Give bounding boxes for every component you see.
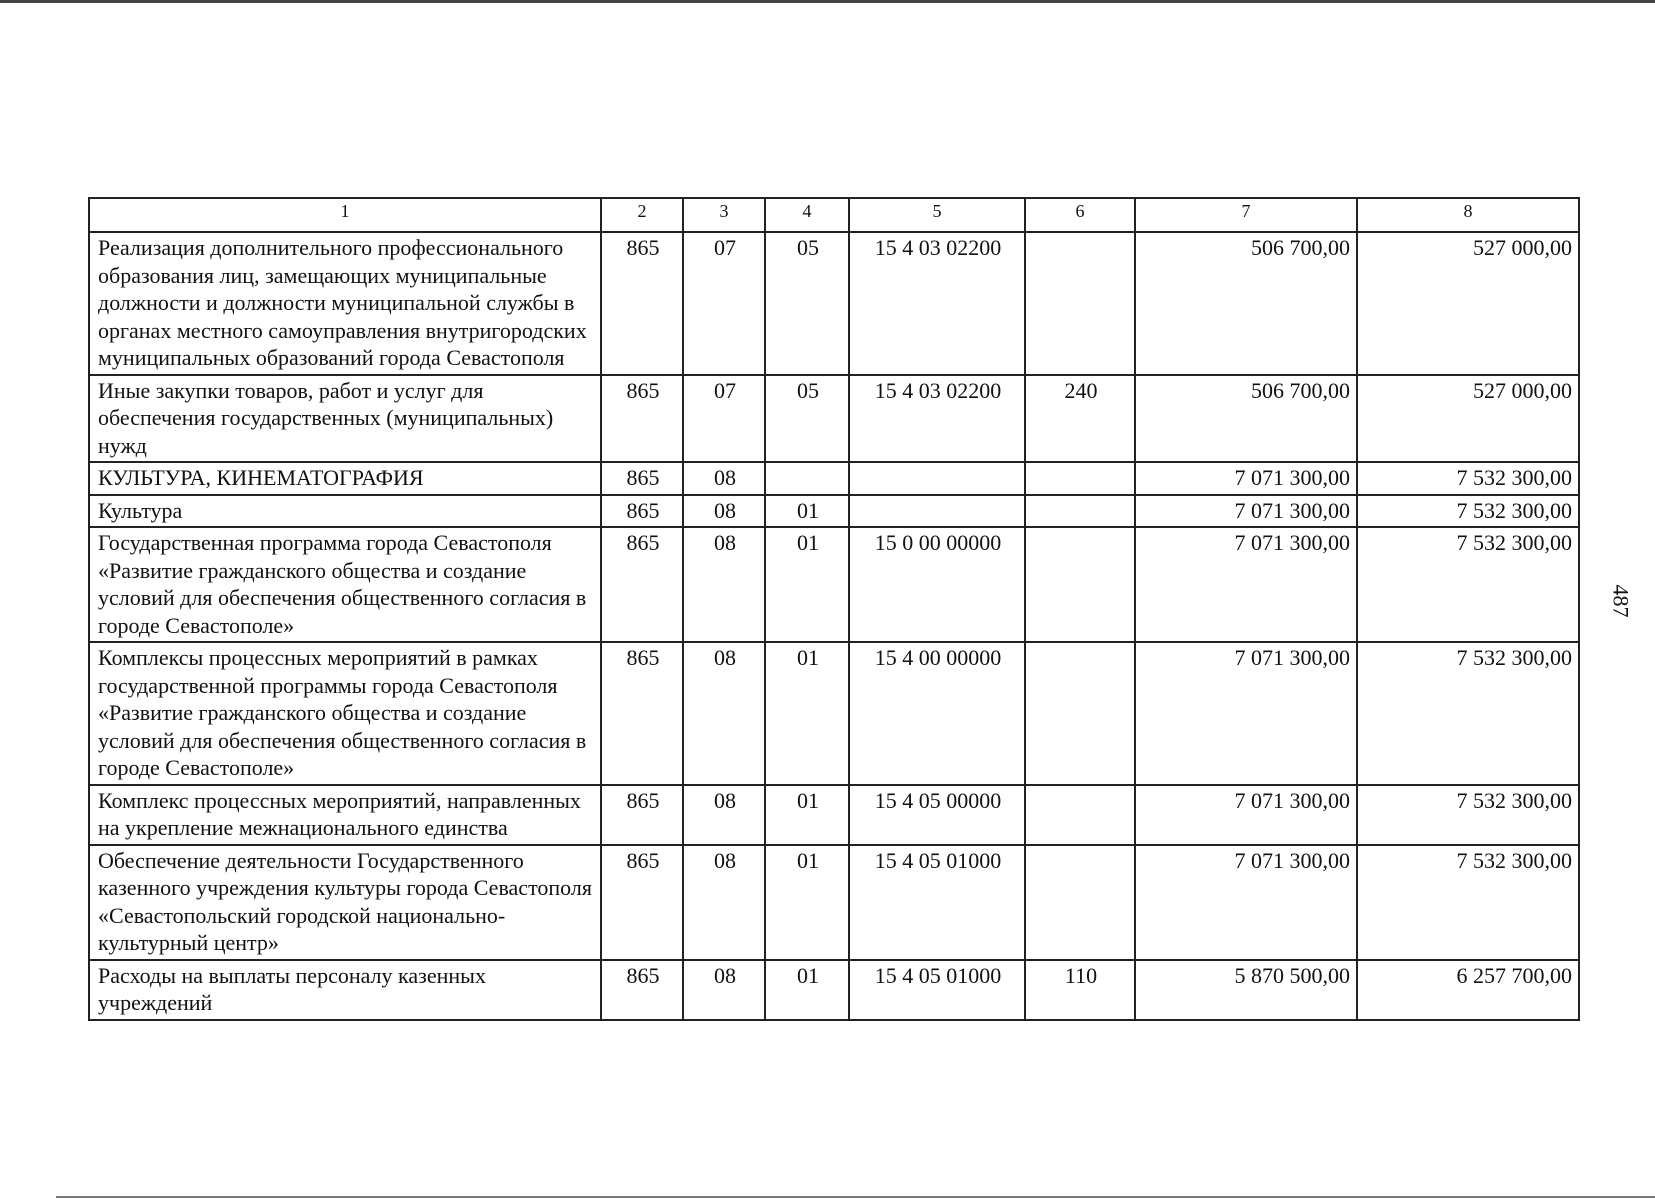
header-cell-4: 4 — [765, 198, 849, 232]
amount-col7-cell: 7 071 300,00 — [1135, 495, 1357, 528]
subsection-code-cell: 01 — [765, 785, 849, 845]
section-code-cell: 08 — [683, 462, 765, 495]
amount-col8-cell: 7 532 300,00 — [1357, 785, 1579, 845]
agency-code-cell: 865 — [601, 462, 683, 495]
expense-type-cell: 240 — [1025, 375, 1135, 463]
expense-type-cell — [1025, 845, 1135, 960]
budget-table — [88, 197, 1580, 1021]
expense-type-cell — [1025, 785, 1135, 845]
header-cell-3: 3 — [683, 198, 765, 232]
amount-col7-cell: 506 700,00 — [1135, 375, 1357, 463]
target-article-cell — [849, 495, 1025, 528]
amount-col7-cell: 7 071 300,00 — [1135, 845, 1357, 960]
item-name-cell: Государственная программа города Севастополя «Развитие гражданского общества и создание условий для обеспечения общественного согласия в городе Севастополе» — [89, 527, 601, 642]
item-name-cell: КУЛЬТУРА, КИНЕМАТОГРАФИЯ — [89, 462, 601, 495]
table-row — [89, 462, 1579, 495]
item-name-cell: Обеспечение деятельности Государственного казенного учреждения культуры города Севастополя «Севастопольский городской национально-культурный центр» — [89, 845, 601, 960]
header-cell-2: 2 — [601, 198, 683, 232]
agency-code-cell: 865 — [601, 527, 683, 642]
amount-col8-cell: 7 532 300,00 — [1357, 527, 1579, 642]
item-name-cell: Комплекс процессных мероприятий, направленных на укрепление межнационального единства — [89, 785, 601, 845]
header-row — [89, 198, 1579, 232]
expense-type-cell — [1025, 232, 1135, 375]
agency-code-cell: 865 — [601, 375, 683, 463]
target-article-cell: 15 4 03 02200 — [849, 232, 1025, 375]
subsection-code-cell: 01 — [765, 642, 849, 785]
amount-col8-cell: 7 532 300,00 — [1357, 642, 1579, 785]
header-cell-7: 7 — [1135, 198, 1357, 232]
amount-col7-cell: 7 071 300,00 — [1135, 527, 1357, 642]
amount-col7-cell: 5 870 500,00 — [1135, 960, 1357, 1020]
agency-code-cell: 865 — [601, 495, 683, 528]
section-code-cell: 08 — [683, 527, 765, 642]
item-name-cell: Расходы на выплаты персоналу казенных учреждений — [89, 960, 601, 1020]
agency-code-cell: 865 — [601, 642, 683, 785]
item-name-cell: Культура — [89, 495, 601, 528]
section-code-cell: 08 — [683, 495, 765, 528]
expense-type-cell — [1025, 642, 1135, 785]
amount-col8-cell: 6 257 700,00 — [1357, 960, 1579, 1020]
table-row — [89, 642, 1579, 785]
amount-col7-cell: 7 071 300,00 — [1135, 785, 1357, 845]
section-code-cell: 07 — [683, 232, 765, 375]
page-number: 487 — [1608, 584, 1634, 618]
agency-code-cell: 865 — [601, 960, 683, 1020]
header-cell-1: 1 — [89, 198, 601, 232]
amount-col7-cell: 7 071 300,00 — [1135, 462, 1357, 495]
table-row — [89, 232, 1579, 375]
target-article-cell: 15 4 05 01000 — [849, 960, 1025, 1020]
table-body — [89, 198, 1579, 1020]
section-code-cell: 08 — [683, 845, 765, 960]
expense-type-cell — [1025, 495, 1135, 528]
table-row — [89, 785, 1579, 845]
expense-type-cell: 110 — [1025, 960, 1135, 1020]
target-article-cell: 15 4 05 01000 — [849, 845, 1025, 960]
item-name-cell: Комплексы процессных мероприятий в рамках государственной программы города Севастополя «Развитие гражданского общества и создание условий для обеспечения общественного согласия в городе Севастополе» — [89, 642, 601, 785]
item-name-cell: Иные закупки товаров, работ и услуг для обеспечения государственных (муниципальных) нужд — [89, 375, 601, 463]
table-row — [89, 375, 1579, 463]
subsection-code-cell: 05 — [765, 232, 849, 375]
table-row — [89, 527, 1579, 642]
header-cell-5: 5 — [849, 198, 1025, 232]
agency-code-cell: 865 — [601, 785, 683, 845]
target-article-cell: 15 4 05 00000 — [849, 785, 1025, 845]
header-cell-8: 8 — [1357, 198, 1579, 232]
table-row — [89, 960, 1579, 1020]
section-code-cell: 08 — [683, 642, 765, 785]
amount-col8-cell: 7 532 300,00 — [1357, 462, 1579, 495]
amount-col8-cell: 7 532 300,00 — [1357, 845, 1579, 960]
target-article-cell: 15 4 00 00000 — [849, 642, 1025, 785]
amount-col8-cell: 527 000,00 — [1357, 375, 1579, 463]
subsection-code-cell: 01 — [765, 960, 849, 1020]
agency-code-cell: 865 — [601, 232, 683, 375]
expense-type-cell — [1025, 462, 1135, 495]
item-name-cell: Реализация дополнительного профессионального образования лиц, замещающих муниципальные должности и должности муниципальной службы в органах местного самоуправления внутригородских муниципальных образований города Севастополя — [89, 232, 601, 375]
table-row — [89, 845, 1579, 960]
agency-code-cell: 865 — [601, 845, 683, 960]
expense-type-cell — [1025, 527, 1135, 642]
amount-col7-cell: 506 700,00 — [1135, 232, 1357, 375]
amount-col8-cell: 527 000,00 — [1357, 232, 1579, 375]
subsection-code-cell: 01 — [765, 495, 849, 528]
subsection-code-cell: 05 — [765, 375, 849, 463]
subsection-code-cell: 01 — [765, 527, 849, 642]
section-code-cell: 08 — [683, 960, 765, 1020]
amount-col7-cell: 7 071 300,00 — [1135, 642, 1357, 785]
subsection-code-cell — [765, 462, 849, 495]
amount-col8-cell: 7 532 300,00 — [1357, 495, 1579, 528]
subsection-code-cell: 01 — [765, 845, 849, 960]
target-article-cell — [849, 462, 1025, 495]
target-article-cell: 15 4 03 02200 — [849, 375, 1025, 463]
table-row — [89, 495, 1579, 528]
section-code-cell: 07 — [683, 375, 765, 463]
scan-edge-top — [0, 0, 1655, 3]
target-article-cell: 15 0 00 00000 — [849, 527, 1025, 642]
scan-edge-bottom — [56, 1196, 1655, 1198]
header-cell-6: 6 — [1025, 198, 1135, 232]
section-code-cell: 08 — [683, 785, 765, 845]
